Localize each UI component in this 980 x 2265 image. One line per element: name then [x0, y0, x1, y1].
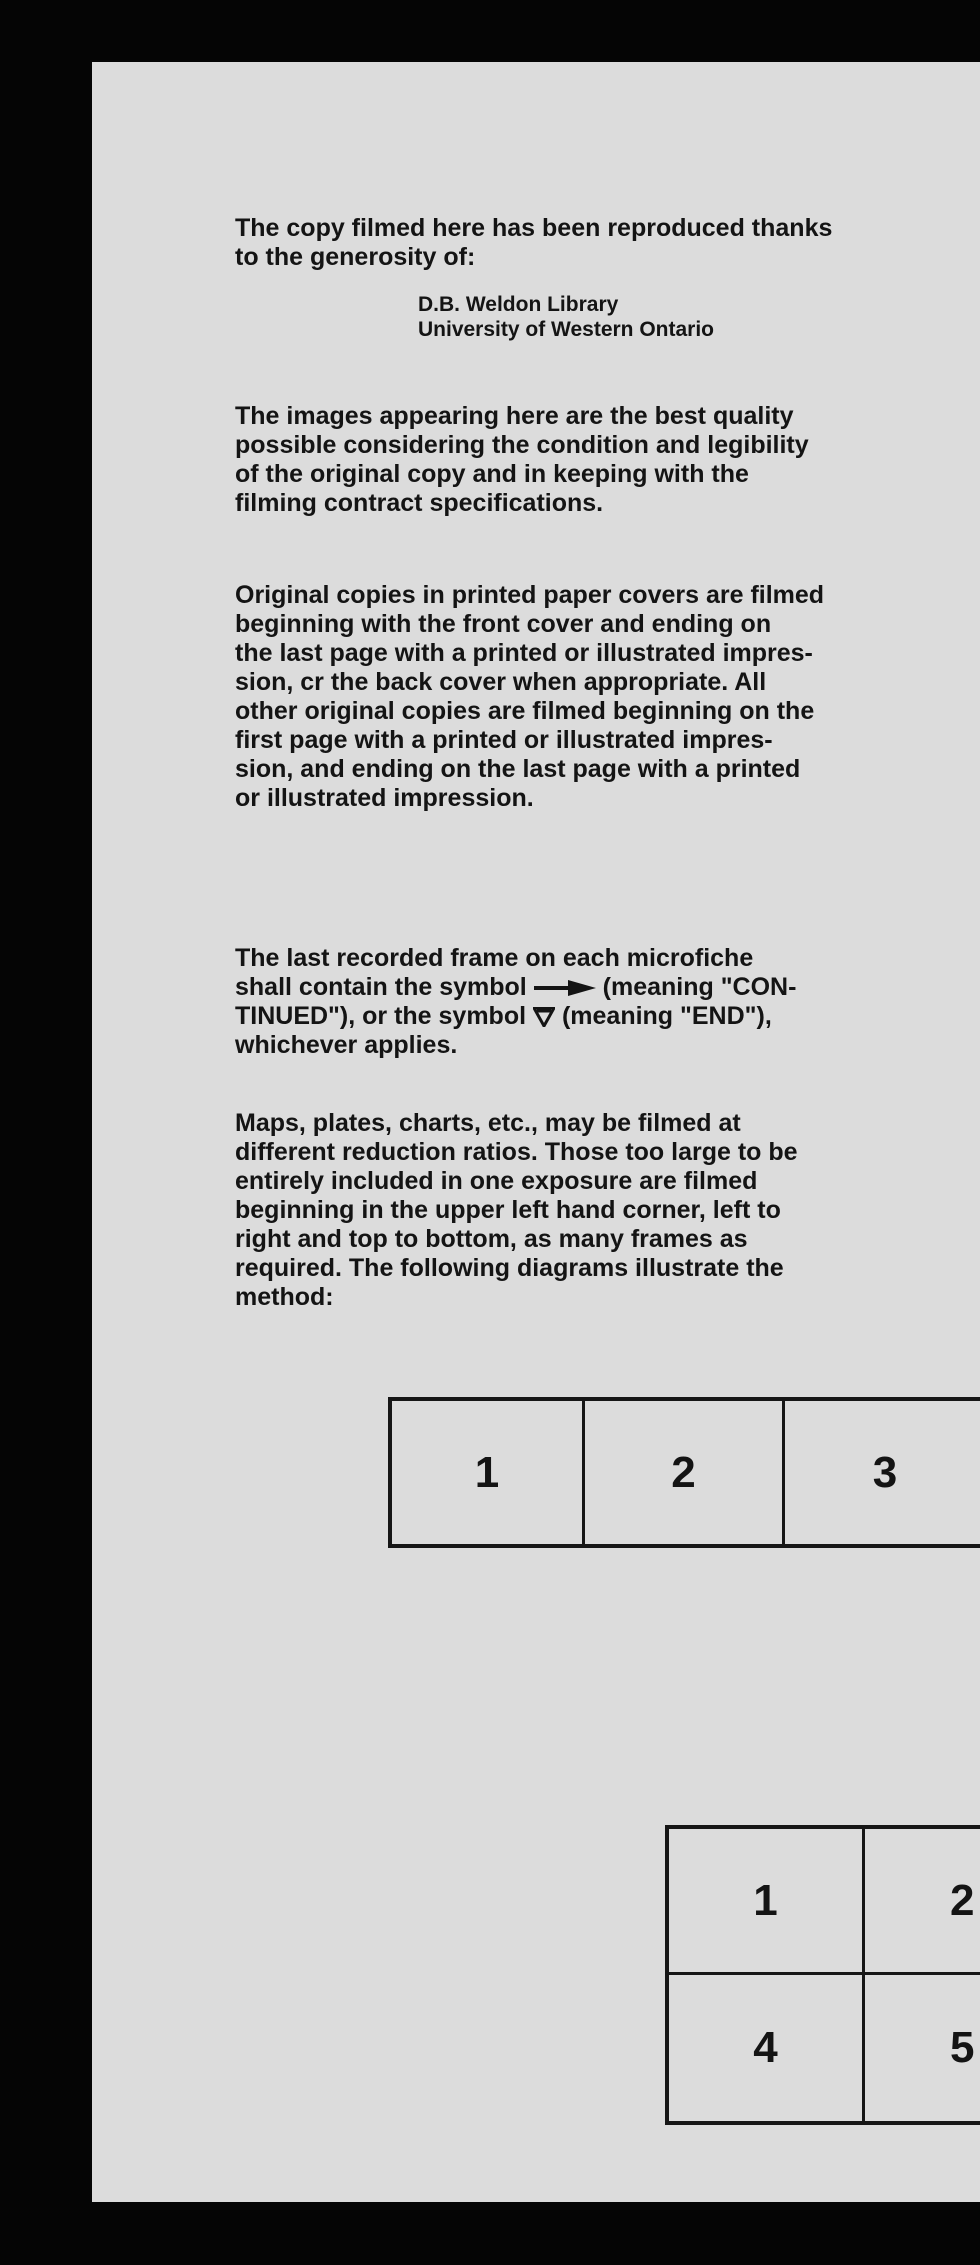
quality-line: of the original copy and in keeping with the: [235, 460, 749, 488]
intro-paragraph: [235, 214, 955, 272]
originals-line: sion, cr the back cover when appropriate. All: [235, 668, 767, 696]
maps-line: different reduction ratios. Those too large to be: [235, 1138, 798, 1166]
quality-line: The images appearing here are the best quality: [235, 402, 794, 430]
intro-line: The copy filmed here has been reproduced thanks: [235, 214, 833, 242]
maps-line: method:: [235, 1283, 334, 1311]
maps-line: Maps, plates, charts, etc., may be filmed at: [235, 1109, 741, 1137]
symbols-line-text: TINUED"), or the symbol: [235, 1002, 527, 1030]
originals-line: other original copies are filmed beginning on the: [235, 697, 815, 725]
originals-line: sion, and ending on the last page with a printed: [235, 755, 801, 783]
maps-line: right and top to bottom, as many frames as: [235, 1225, 748, 1253]
symbols-line: [235, 973, 955, 1002]
library-name: D.B. Weldon Library: [418, 293, 619, 316]
symbols-line: whichever applies.: [235, 1031, 458, 1059]
frame-cell: 4: [669, 1975, 865, 2121]
frame-grid-diagram: [665, 1825, 980, 2125]
maps-line: entirely included in one exposure are filmed: [235, 1167, 758, 1195]
quality-line: filming contract specifications.: [235, 489, 604, 517]
quality-paragraph: [235, 402, 955, 518]
maps-line: beginning in the upper left hand corner, left to: [235, 1196, 781, 1224]
symbols-line-text: (meaning "END"),: [561, 1002, 772, 1030]
university-name: University of Western Ontario: [418, 318, 715, 341]
originals-paragraph: [235, 581, 955, 813]
maps-line: required. The following diagrams illustrate the: [235, 1254, 784, 1282]
intro-line: to the generosity of:: [235, 243, 476, 271]
originals-line: first page with a printed or illustrated impres-: [235, 726, 773, 754]
symbols-paragraph: [235, 944, 955, 1060]
library-credit: [418, 292, 714, 342]
filming-notice-page: [92, 62, 980, 2202]
frame-cell: 2: [865, 1829, 980, 1975]
originals-line: Original copies in printed paper covers are filmed: [235, 581, 825, 609]
frame-cell: 2: [585, 1401, 785, 1544]
frame-row-diagram: [388, 1397, 980, 1548]
end-triangle-icon: [533, 1007, 555, 1027]
frame-cell: 1: [669, 1829, 865, 1975]
quality-line: possible considering the condition and legibility: [235, 431, 809, 459]
frame-cell: 3: [872, 1447, 898, 1497]
symbols-line-text: (meaning "CON-: [602, 973, 797, 1001]
originals-line: beginning with the front cover and ending on: [235, 610, 772, 638]
originals-line: the last page with a printed or illustrated impres-: [235, 639, 813, 667]
frame-cell: 5: [950, 2023, 975, 2072]
originals-line: or illustrated impression.: [235, 784, 534, 812]
maps-paragraph: [235, 1109, 955, 1312]
frame-cell: 1: [392, 1401, 585, 1544]
symbols-line: The last recorded frame on each microfiche: [235, 944, 754, 972]
symbols-line: [235, 1002, 955, 1031]
symbols-line-text: shall contain the symbol: [235, 973, 527, 1001]
continued-arrow-icon: [534, 980, 596, 996]
